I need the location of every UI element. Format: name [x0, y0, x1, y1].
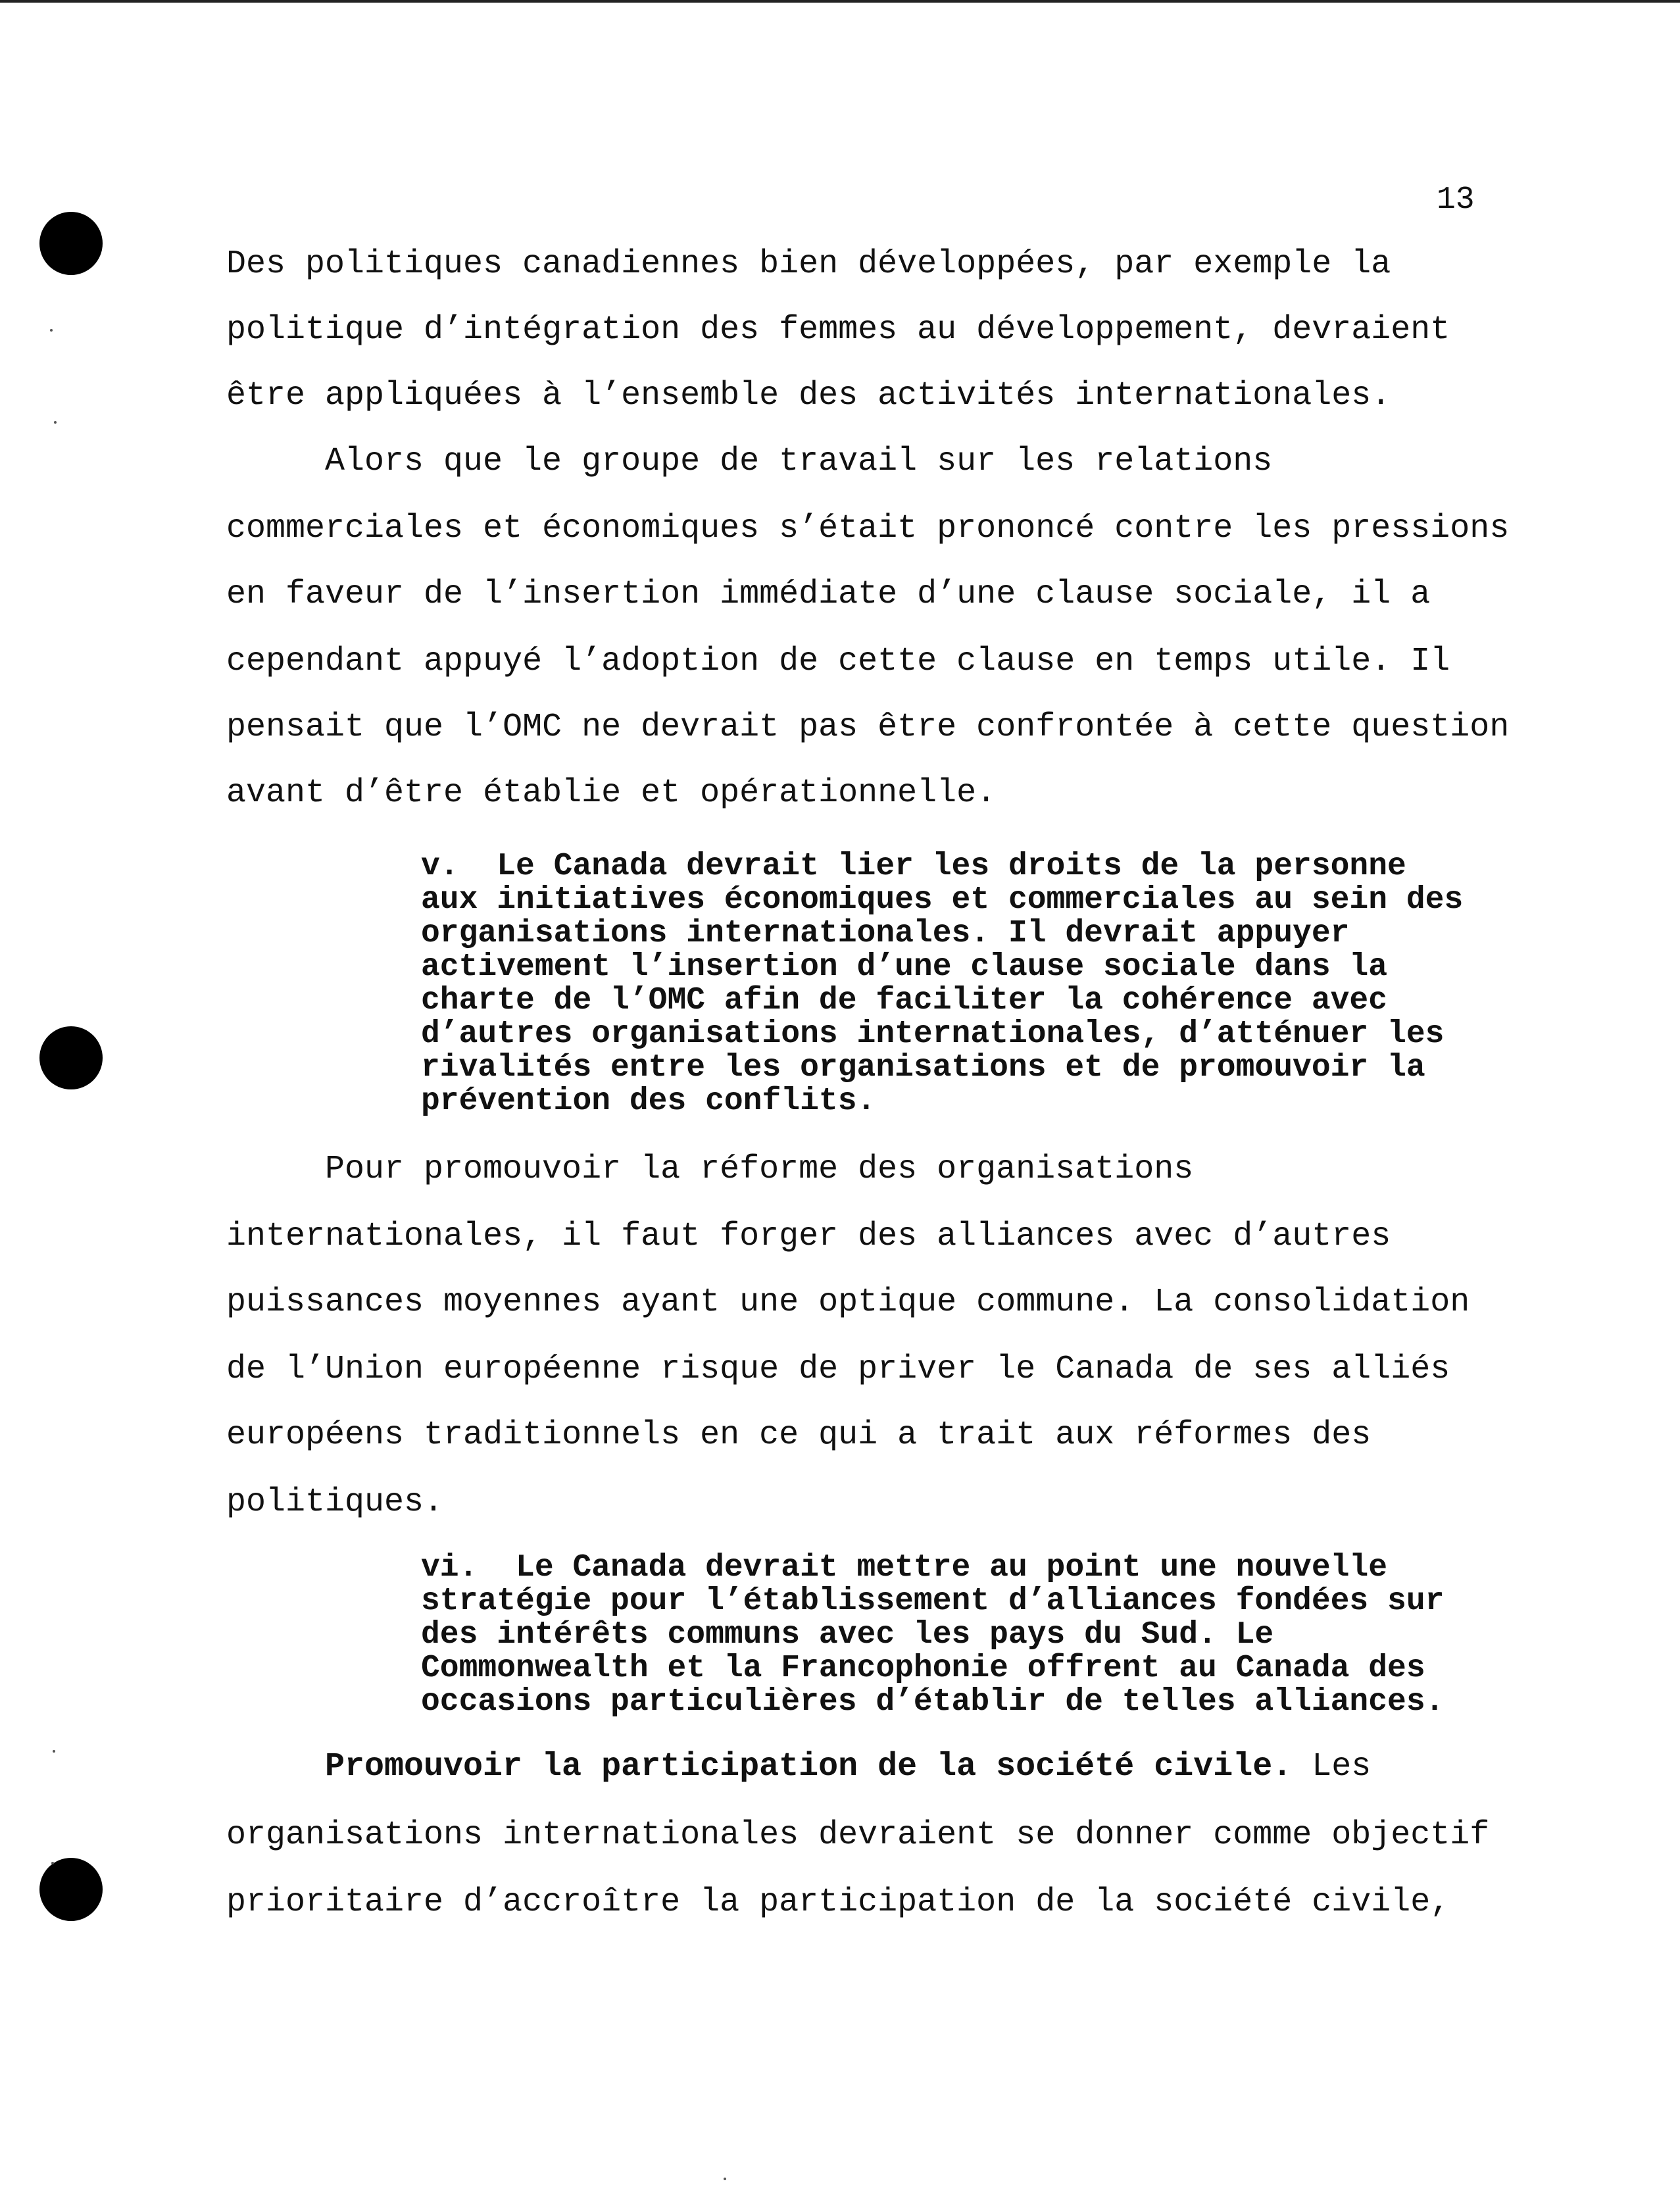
scan-speck	[51, 1862, 54, 1864]
body-line: européens traditionnels en ce qui a trait aux réformes des	[226, 1416, 1371, 1454]
run-in-heading: Promouvoir la participation de la société civile.	[325, 1748, 1293, 1785]
recommendation-v-line: d’autres organisations internationales, d’atténuer les	[421, 1016, 1445, 1052]
punch-hole-bottom	[39, 1858, 103, 1921]
recommendation-vi-line: des intérêts communs avec les pays du Sud. Le	[421, 1617, 1274, 1653]
top-edge-rule	[0, 0, 1680, 3]
body-line: en faveur de l’insertion immédiate d’une clause sociale, il a	[226, 576, 1431, 613]
body-line: Alors que le groupe de travail sur les relations	[325, 443, 1273, 480]
punch-hole-top	[39, 212, 103, 275]
body-line	[325, 1747, 1371, 1787]
recommendation-v-line: activement l’insertion d’une clause sociale dans la	[421, 949, 1388, 985]
scan-speck	[724, 2178, 726, 2180]
punch-hole-middle	[39, 1026, 103, 1089]
recommendation-vi-line: Commonwealth et la Francophonie offrent au Canada des	[421, 1651, 1425, 1686]
body-line: avant d’être établie et opérationnelle.	[226, 774, 997, 812]
body-line: Pour promouvoir la réforme des organisations	[325, 1151, 1194, 1188]
recommendation-vi-line: stratégie pour l’établissement d’alliances fondées sur	[421, 1584, 1445, 1619]
scan-speck	[53, 1750, 55, 1753]
body-line: puissances moyennes ayant une optique commune. La consolidation	[226, 1284, 1470, 1321]
body-line: organisations internationales devraient se donner comme objectif	[226, 1816, 1490, 1854]
body-line: être appliquées à l’ensemble des activités internationales.	[226, 377, 1391, 414]
body-line: politiques.	[226, 1484, 444, 1521]
body-line: politique d’intégration des femmes au développement, devraient	[226, 311, 1450, 349]
page-number: 13	[1437, 182, 1475, 218]
recommendation-v-line: aux initiatives économiques et commerciales au sein des	[421, 882, 1464, 918]
recommendation-vi-line: occasions particulières d’établir de telles alliances.	[421, 1684, 1445, 1720]
recommendation-v-line: rivalités entre les organisations et de promouvoir la	[421, 1050, 1425, 1086]
scan-speck	[54, 421, 57, 424]
recommendation-vi-line: vi. Le Canada devrait mettre au point une nouvelle	[421, 1550, 1388, 1585]
body-line: commerciales et économiques s’était prononcé contre les pressions	[226, 510, 1510, 547]
recommendation-v-line: v. Le Canada devrait lier les droits de la personne	[421, 849, 1406, 884]
body-text-run: Les	[1292, 1748, 1371, 1785]
recommendation-v-line: prévention des conflits.	[421, 1084, 876, 1119]
body-line: cependant appuyé l’adoption de cette clause en temps utile. Il	[226, 643, 1450, 680]
recommendation-v-line: organisations internationales. Il devrait appuyer	[421, 916, 1350, 951]
body-line: Des politiques canadiennes bien développées, par exemple la	[226, 245, 1391, 283]
body-line: de l’Union européenne risque de priver le Canada de ses alliés	[226, 1351, 1450, 1388]
body-line: prioritaire d’accroître la participation de la société civile,	[226, 1884, 1450, 1921]
recommendation-v-line: charte de l’OMC afin de faciliter la cohérence avec	[421, 983, 1388, 1018]
body-line: internationales, il faut forger des alliances avec d’autres	[226, 1218, 1391, 1255]
scan-speck	[50, 329, 53, 332]
body-line: pensait que l’OMC ne devrait pas être confrontée à cette question	[226, 709, 1510, 746]
